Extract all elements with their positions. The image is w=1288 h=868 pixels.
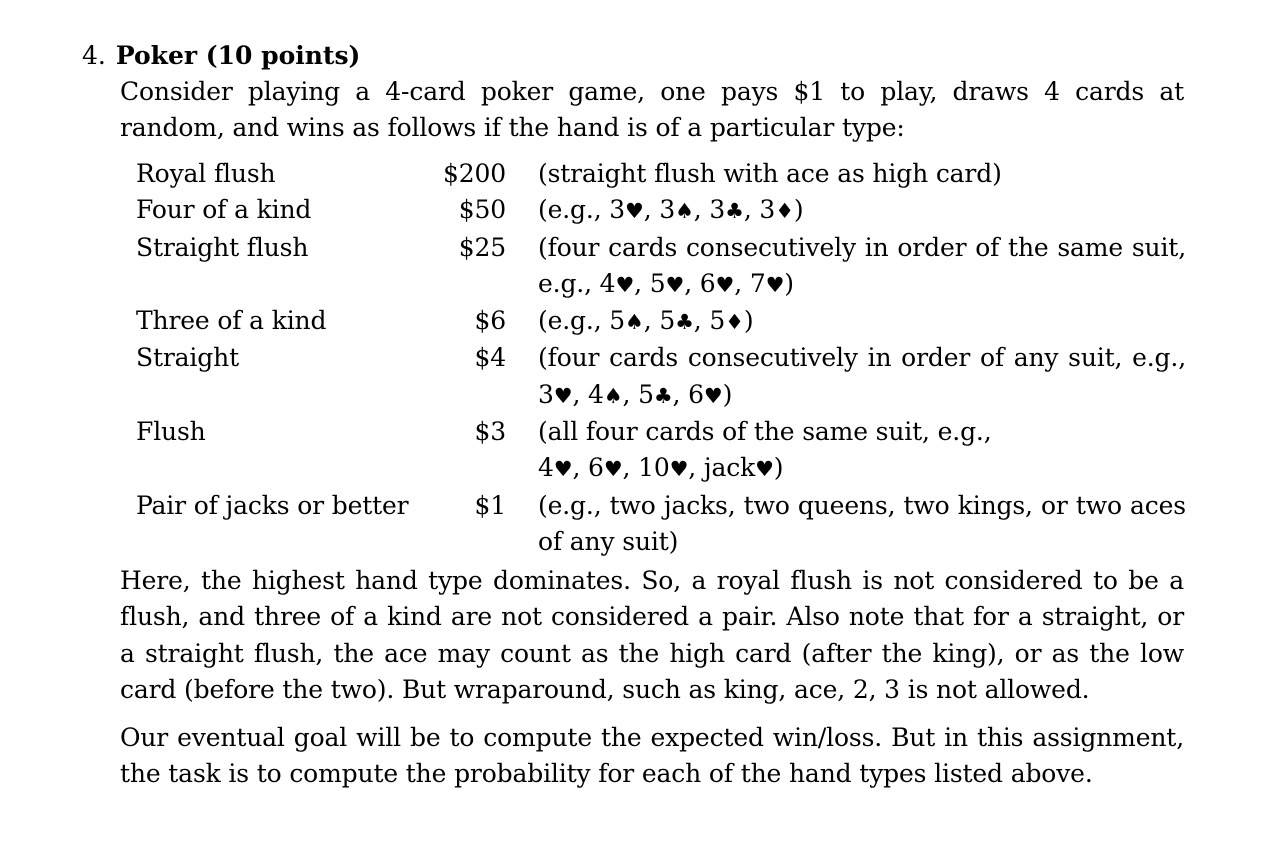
hand-payout: $200	[442, 159, 506, 188]
hand-payout: $4	[474, 343, 506, 373]
hand-description: (all four cards of the same suit, e.g., 4♥, 6♥, 10♥, jack♥)	[538, 417, 992, 483]
hand-description: (e.g., 3♥, 3♠, 3♣, 3♦)	[538, 195, 804, 225]
problem-heading	[82, 38, 360, 74]
hand-description: (four cards consecutively in order of any suit, e.g., 3♥, 4♠, 5♣, 6♥)	[538, 343, 1186, 409]
hand-row	[136, 156, 1186, 192]
hand-name: Royal flush	[136, 159, 276, 188]
hand-description: (e.g., 5♠, 5♣, 5♦)	[538, 306, 754, 336]
hand-payout: $3	[474, 417, 506, 447]
hand-name: Straight	[136, 343, 239, 373]
hand-payout: $6	[474, 306, 506, 336]
hand-payout: $50	[458, 195, 506, 225]
hand-name: Flush	[136, 417, 206, 447]
hand-payout-table	[136, 156, 1186, 560]
hand-row	[136, 303, 1186, 340]
problem-title: Poker (10 points)	[115, 41, 361, 70]
hand-row	[136, 488, 1186, 561]
hand-description: (straight flush with ace as high card)	[538, 159, 1002, 188]
hand-description: (e.g., two jacks, two queens, two kings, or two aces of any suit)	[538, 490, 1186, 556]
rules-paragraph: Here, the highest hand type dominates. So, a royal flush is not considered to be a flush, and three of a kind are not considered a pair. Also note that for a straight, or a straight flush, the ace may count as the high card (after the king), or as the low card (before the two). But wraparound, such as king, ace, 2, 3 is not allowed.	[120, 566, 1184, 704]
goal-paragraph: Our eventual goal will be to compute the expected win/loss. But in this assignment, the task is to compute the probability for each of the hand types listed above.	[120, 723, 1184, 789]
hand-payout: $25	[458, 232, 506, 262]
hand-row	[136, 340, 1186, 414]
hand-row	[136, 192, 1186, 229]
hand-payout: $1	[474, 490, 506, 520]
hand-name: Four of a kind	[136, 195, 312, 225]
hand-name: Straight flush	[136, 232, 309, 262]
hand-name: Three of a kind	[136, 306, 327, 336]
problem-number: 4.	[82, 41, 106, 70]
hand-row	[136, 230, 1186, 304]
hand-row	[136, 414, 1186, 488]
hand-description: (four cards consecutively in order of the same suit, e.g., 4♥, 5♥, 6♥, 7♥)	[538, 232, 1186, 298]
intro-paragraph: Consider playing a 4-card poker game, one pays $1 to play, draws 4 cards at random, and wins as follows if the hand is of a particular type:	[120, 77, 1184, 143]
hand-name: Pair of jacks or better	[136, 490, 409, 520]
